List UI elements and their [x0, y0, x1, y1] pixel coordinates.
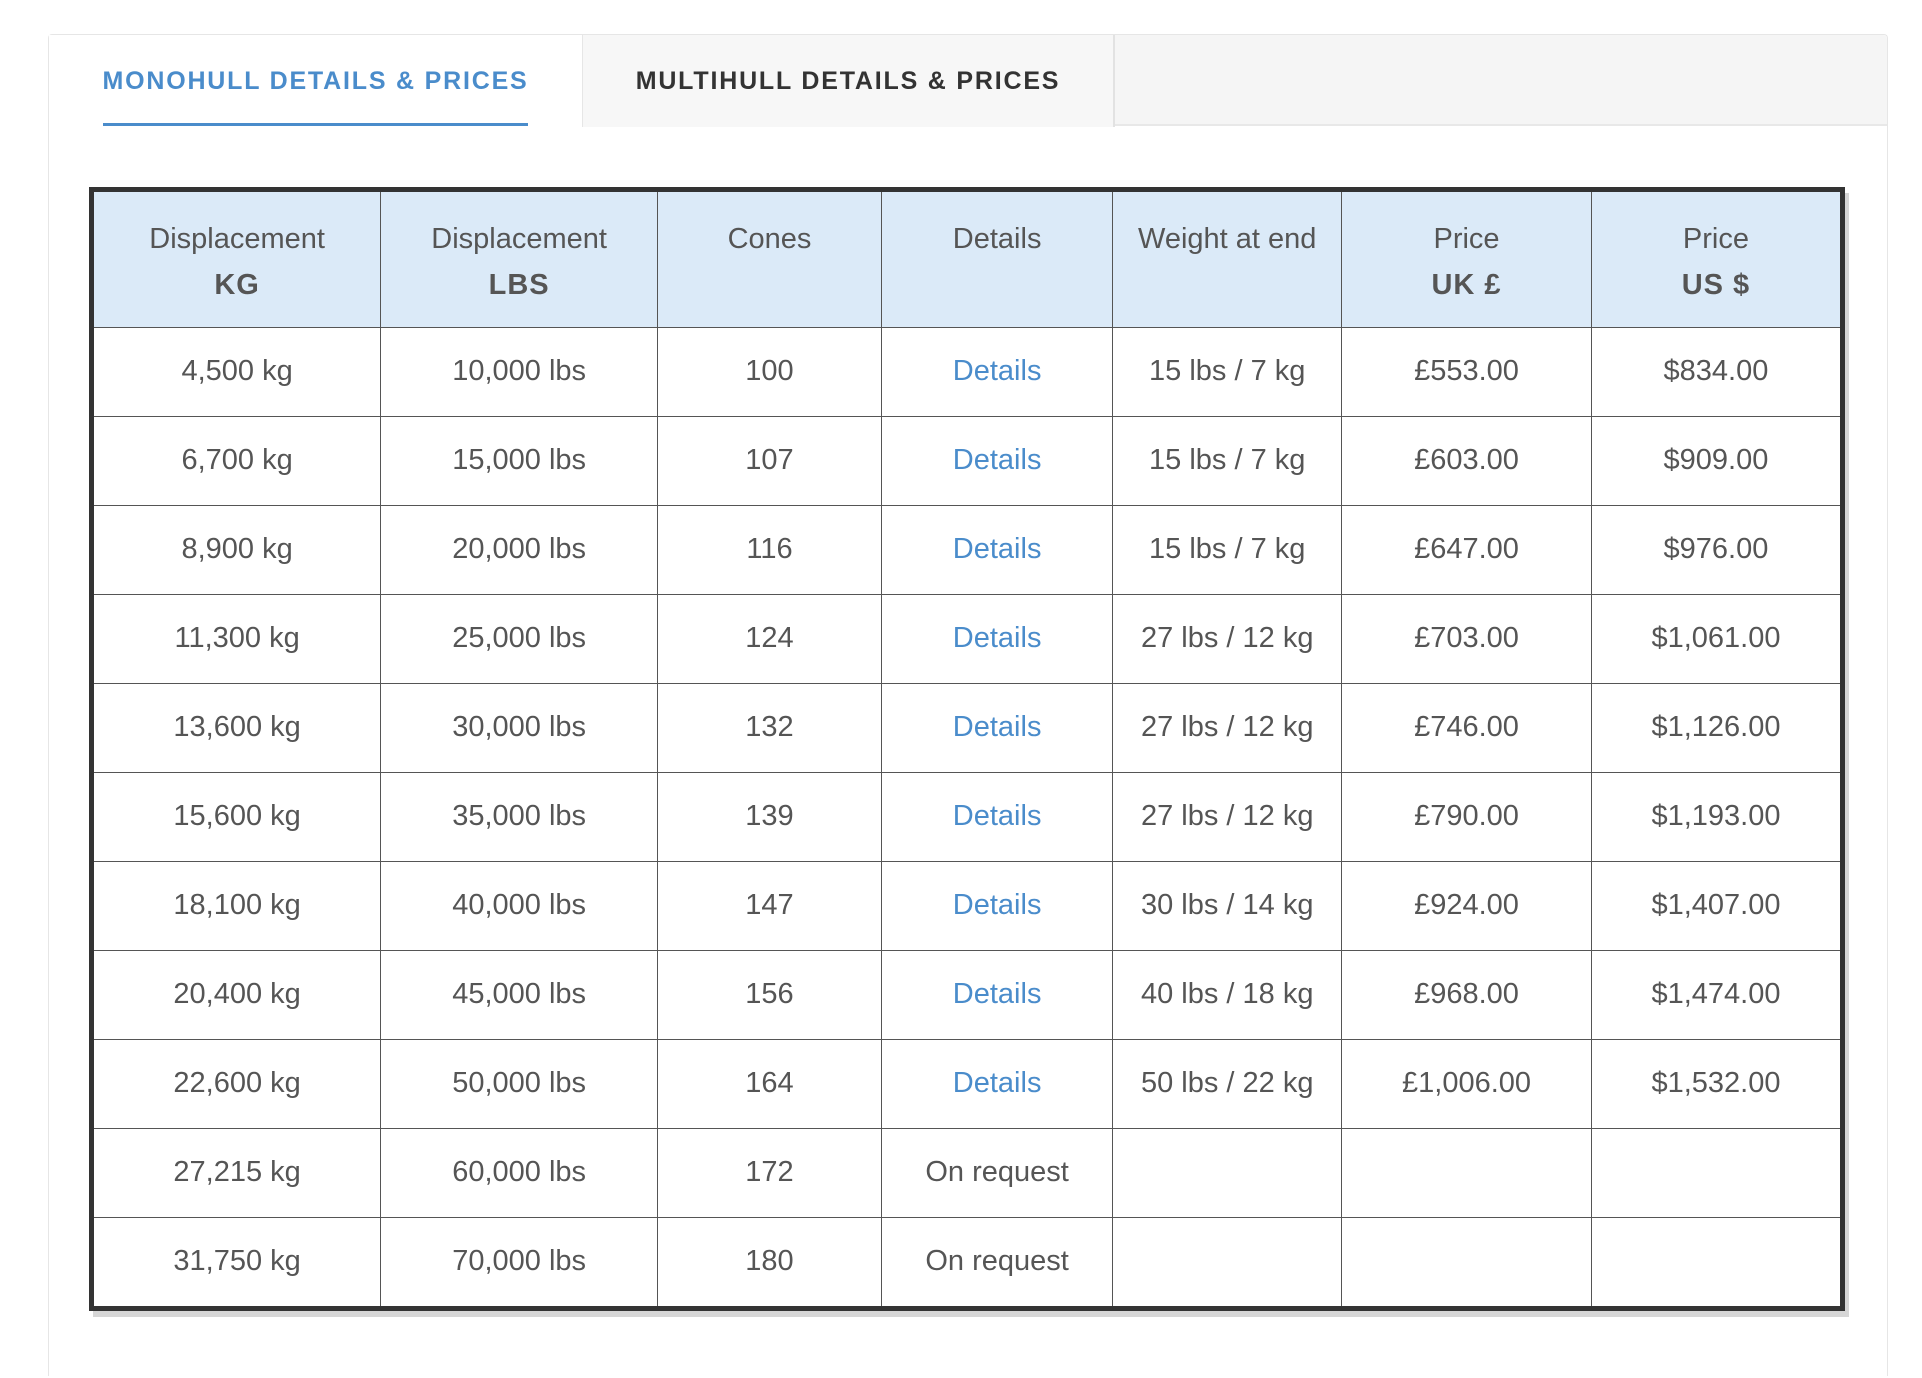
- active-tab-underline: [103, 123, 528, 126]
- header-weight-at-end: Weight at end: [1113, 192, 1342, 327]
- cell-cones: 156: [658, 950, 882, 1039]
- cell-cones: 132: [658, 683, 882, 772]
- cell-weight-at-end: [1113, 1217, 1342, 1306]
- details-link[interactable]: Details: [881, 950, 1112, 1039]
- header-details: Details: [881, 192, 1112, 327]
- cell-price-us: $976.00: [1591, 505, 1840, 594]
- cell-displacement-lbs: 20,000 lbs: [381, 505, 658, 594]
- cell-cones: 139: [658, 772, 882, 861]
- tab-bar: [49, 35, 1887, 126]
- cell-cones: 147: [658, 861, 882, 950]
- cell-weight-at-end: 15 lbs / 7 kg: [1113, 505, 1342, 594]
- cell-displacement-lbs: 50,000 lbs: [381, 1039, 658, 1128]
- cell-price-us: $1,061.00: [1591, 594, 1840, 683]
- cell-cones: 100: [658, 327, 882, 416]
- cell-price-us: $1,532.00: [1591, 1039, 1840, 1128]
- cell-displacement-kg: 15,600 kg: [94, 772, 381, 861]
- cell-displacement-kg: 6,700 kg: [94, 416, 381, 505]
- details-link[interactable]: Details: [881, 1039, 1112, 1128]
- cell-displacement-lbs: 30,000 lbs: [381, 683, 658, 772]
- table-row: [94, 861, 1840, 950]
- cell-weight-at-end: 30 lbs / 14 kg: [1113, 861, 1342, 950]
- cell-price-us: $909.00: [1591, 416, 1840, 505]
- tab-monohull-label: MONOHULL DETAILS & PRICES: [102, 66, 529, 95]
- cell-displacement-kg: 13,600 kg: [94, 683, 381, 772]
- cell-cones: 116: [658, 505, 882, 594]
- cell-price-uk: £1,006.00: [1342, 1039, 1592, 1128]
- table-row: [94, 1039, 1840, 1128]
- cell-price-uk: £603.00: [1342, 416, 1592, 505]
- cell-price-uk: £647.00: [1342, 505, 1592, 594]
- cell-price-uk: [1342, 1128, 1592, 1217]
- tab-multihull[interactable]: [583, 35, 1115, 127]
- cell-price-us: [1591, 1128, 1840, 1217]
- table-row: [94, 772, 1840, 861]
- table-row: [94, 1217, 1840, 1306]
- table-row: [94, 594, 1840, 683]
- cell-price-us: $834.00: [1591, 327, 1840, 416]
- cell-cones: 172: [658, 1128, 882, 1217]
- cell-price-uk: £553.00: [1342, 327, 1592, 416]
- header-cones: Cones: [658, 192, 882, 327]
- table-body: [94, 327, 1840, 1306]
- cell-cones: 180: [658, 1217, 882, 1306]
- cell-displacement-kg: 20,400 kg: [94, 950, 381, 1039]
- table-row: [94, 683, 1840, 772]
- cell-price-uk: £924.00: [1342, 861, 1592, 950]
- cell-displacement-lbs: 70,000 lbs: [381, 1217, 658, 1306]
- header-displacement-lbs: Displacement LBS: [381, 192, 658, 327]
- cell-price-uk: [1342, 1217, 1592, 1306]
- cell-price-us: $1,474.00: [1591, 950, 1840, 1039]
- cell-weight-at-end: 27 lbs / 12 kg: [1113, 683, 1342, 772]
- cell-displacement-lbs: 15,000 lbs: [381, 416, 658, 505]
- table-row: [94, 1128, 1840, 1217]
- table-row: [94, 950, 1840, 1039]
- cell-weight-at-end: 50 lbs / 22 kg: [1113, 1039, 1342, 1128]
- cell-displacement-kg: 31,750 kg: [94, 1217, 381, 1306]
- cell-price-uk: £790.00: [1342, 772, 1592, 861]
- cell-displacement-kg: 4,500 kg: [94, 327, 381, 416]
- cell-weight-at-end: 40 lbs / 18 kg: [1113, 950, 1342, 1039]
- cell-price-uk: £968.00: [1342, 950, 1592, 1039]
- cell-displacement-lbs: 25,000 lbs: [381, 594, 658, 683]
- cell-displacement-kg: 8,900 kg: [94, 505, 381, 594]
- cell-weight-at-end: 27 lbs / 12 kg: [1113, 594, 1342, 683]
- details-link[interactable]: Details: [881, 416, 1112, 505]
- tab-monohull[interactable]: [49, 35, 583, 127]
- table-row: [94, 505, 1840, 594]
- cell-details: On request: [881, 1128, 1112, 1217]
- cell-price-uk: £746.00: [1342, 683, 1592, 772]
- cell-displacement-kg: 27,215 kg: [94, 1128, 381, 1217]
- cell-details: On request: [881, 1217, 1112, 1306]
- cell-displacement-lbs: 10,000 lbs: [381, 327, 658, 416]
- cell-displacement-lbs: 45,000 lbs: [381, 950, 658, 1039]
- table-row: [94, 416, 1840, 505]
- cell-price-uk: £703.00: [1342, 594, 1592, 683]
- cell-weight-at-end: 27 lbs / 12 kg: [1113, 772, 1342, 861]
- cell-displacement-lbs: 35,000 lbs: [381, 772, 658, 861]
- cell-weight-at-end: [1113, 1128, 1342, 1217]
- details-link[interactable]: Details: [881, 505, 1112, 594]
- cell-weight-at-end: 15 lbs / 7 kg: [1113, 416, 1342, 505]
- pricing-panel: [48, 34, 1888, 1376]
- table-row: [94, 327, 1840, 416]
- details-link[interactable]: Details: [881, 772, 1112, 861]
- cell-displacement-lbs: 60,000 lbs: [381, 1128, 658, 1217]
- price-table: [94, 192, 1840, 1306]
- cell-price-us: $1,193.00: [1591, 772, 1840, 861]
- cell-price-us: $1,407.00: [1591, 861, 1840, 950]
- header-price-us: Price US $: [1591, 192, 1840, 327]
- cell-displacement-kg: 22,600 kg: [94, 1039, 381, 1128]
- cell-displacement-lbs: 40,000 lbs: [381, 861, 658, 950]
- cell-price-us: $1,126.00: [1591, 683, 1840, 772]
- table-header-row: [94, 192, 1840, 327]
- cell-price-us: [1591, 1217, 1840, 1306]
- header-displacement-kg: Displacement KG: [94, 192, 381, 327]
- cell-cones: 107: [658, 416, 882, 505]
- cell-displacement-kg: 11,300 kg: [94, 594, 381, 683]
- details-link[interactable]: Details: [881, 683, 1112, 772]
- cell-displacement-kg: 18,100 kg: [94, 861, 381, 950]
- details-link[interactable]: Details: [881, 327, 1112, 416]
- cell-weight-at-end: 15 lbs / 7 kg: [1113, 327, 1342, 416]
- header-price-uk: Price UK £: [1342, 192, 1592, 327]
- tab-multihull-label: MULTIHULL DETAILS & PRICES: [635, 66, 1061, 95]
- cell-cones: 164: [658, 1039, 882, 1128]
- details-link[interactable]: Details: [881, 861, 1112, 950]
- details-link[interactable]: Details: [881, 594, 1112, 683]
- cell-cones: 124: [658, 594, 882, 683]
- price-table-container: [89, 187, 1845, 1311]
